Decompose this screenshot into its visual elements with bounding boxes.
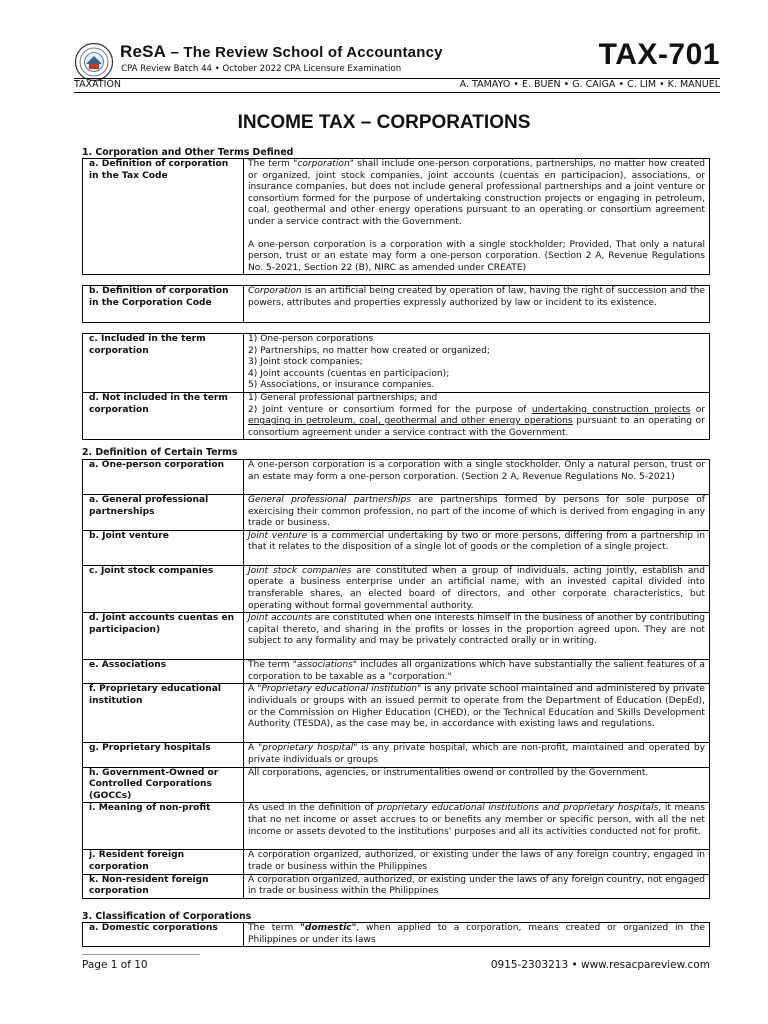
- row-key: [83, 684, 244, 743]
- table-row: [83, 286, 710, 323]
- key-text: Proprietary hospitals: [102, 743, 211, 754]
- table-row: [83, 923, 710, 947]
- key-text: Joint stock companies: [101, 565, 214, 576]
- header-rule-bottom: [74, 92, 720, 93]
- term-italic: "corporation": [293, 159, 354, 169]
- section-3-heading: 3. Classification of Corporations: [82, 911, 252, 922]
- term-italic: "proprietary hospital": [258, 743, 358, 754]
- row-key: [83, 565, 244, 612]
- row-value: [244, 660, 710, 684]
- key-text: General professional partnerships: [89, 495, 209, 517]
- key-letter: e.: [89, 660, 99, 671]
- text-segment: or: [690, 404, 706, 415]
- row-value: [244, 530, 710, 565]
- row-key: [83, 393, 244, 440]
- key-text: Associations: [101, 660, 167, 671]
- row-key: [83, 767, 244, 803]
- underlined-text: engaging in petroleum, coal, geothermal and other energy operations: [248, 416, 573, 427]
- key-letter: a.: [89, 495, 99, 505]
- text-segment: are constituted when one interests himself in the business of another by contributing capital thereto, and sharing in the profits or losses in the proportion agreed upon. They are not subject to any formality and may be privately contracted orally or in writing.: [248, 613, 705, 647]
- table-1cd: [82, 333, 710, 440]
- row-key: [83, 530, 244, 565]
- text-segment: is any private school maintained and administered by private individuals or groups with an issued permit to operate from the Department of Education (DepEd), or the Commission on Higher Education (CHED), or the Technical Education and Skills Development Authority (TESDA), as the case may be, in accordance with existing laws and regulations.: [248, 684, 705, 730]
- list-item: [248, 405, 705, 440]
- row-key: [83, 874, 244, 898]
- text-segment: As used in the definition of: [248, 803, 377, 814]
- row-key: [83, 803, 244, 850]
- text-segment: is a commercial undertaking by two or more persons, differing from a partnership in that it relates to the disposition of a single lot of goods or the completion of a single project.: [248, 530, 705, 553]
- row-value: [244, 684, 710, 743]
- key-text: Included in the term corporation: [89, 334, 206, 356]
- text-segment: The term: [248, 159, 294, 169]
- key-text: Resident foreign corporation: [89, 850, 185, 872]
- footer-rule: [82, 954, 200, 955]
- text-segment: A: [248, 743, 259, 754]
- table-row: [83, 159, 710, 275]
- key-text: Definition of corporation in the Tax Code: [89, 159, 229, 181]
- table-row: [83, 803, 710, 850]
- table-row: [83, 613, 710, 660]
- page-title: INCOME TAX – CORPORATIONS: [237, 112, 531, 133]
- row-key: [83, 159, 244, 275]
- row-key: [83, 286, 244, 323]
- text-segment: , it means that no net income or asset accrues to or benefits any member or specific person, with all the net income or assets devoted to the institutions' purposes and all its activities conducted not for profit.: [248, 803, 705, 837]
- row-value: A corporation organized, authorized, or existing under the laws of any foreign country, not engaged in trade or business within the Philippines: [244, 874, 710, 898]
- table-row: [83, 334, 710, 393]
- school-name-text: – The Review School of Accountancy: [166, 44, 443, 61]
- page-number: Page 1 of 10: [82, 959, 148, 971]
- row-value: [244, 803, 710, 850]
- term-italic: General professional partnerships: [248, 495, 412, 505]
- key-text: Definition of corporation in the Corporation Code: [89, 286, 229, 308]
- row-key: [83, 334, 244, 393]
- key-letter: c.: [89, 565, 98, 576]
- key-letter: g.: [89, 743, 99, 754]
- key-letter: a.: [89, 460, 99, 470]
- row-key: [83, 460, 244, 495]
- key-letter: b.: [89, 286, 99, 296]
- row-key: [83, 923, 244, 947]
- text-segment: is an artificial being created by operation of law, having the right of succession and the powers, attributes and properties expressly authorized by law or incident to its existence.: [248, 286, 705, 308]
- key-letter: j.: [89, 850, 96, 861]
- term-italic: "domestic": [300, 923, 357, 933]
- table-row: [83, 393, 710, 440]
- row-value: [244, 286, 710, 323]
- table-row: [83, 565, 710, 612]
- footer-contact: 0915-2303213 • www.resacpareview.com: [490, 959, 710, 971]
- key-text: Domestic corporations: [101, 923, 218, 933]
- text-segment: A: [248, 684, 258, 695]
- course-code: TAX-701: [598, 38, 720, 71]
- key-letter: k.: [89, 874, 99, 885]
- school-name: [120, 42, 443, 62]
- authors-label: A. TAMAYO • E. BUEN • G. CAIGA • C. LIM • K. MANUEL: [459, 79, 720, 90]
- text-segment: are constituted when a group of individuals, acting jointly, establish and operate a business enterprise under an artificial name, with an invested capital divided into transferable shares, an elected board of directors, and other corporate characteristics, but operating without formal governmental authority.: [248, 565, 706, 611]
- row-value: [244, 159, 710, 275]
- row-value: [244, 495, 710, 531]
- text-segment: shall include one-person corporations, partnerships, no matter how created or organized, joint stock companies, joint accounts (cuentas en participacion), associations, or insurance companies, but does not include general professional partnerships and a joint venture or consortium formed for the purpose of undertaking construction projects or engaging in petroleum, coal, geothermal and other energy operations pursuant to an operating or consortium agreement under a service contract with the Government.: [248, 159, 706, 227]
- list-item: 1) General professional partnerships; and: [248, 393, 438, 403]
- term-italic: Corporation: [248, 286, 302, 296]
- key-letter: d.: [89, 613, 99, 624]
- table-3: [82, 922, 710, 947]
- text-segment: is any private hospital, which are non-profit, maintained and operated by private individuals or groups: [248, 743, 705, 765]
- subject-label: TAXATION: [74, 79, 122, 90]
- row-value: [244, 743, 710, 767]
- page-header: [74, 38, 720, 96]
- key-text: Government-Owned or Controlled Corporations (GOCCs): [89, 767, 219, 801]
- key-letter: f.: [89, 684, 96, 695]
- text-segment: The term: [248, 923, 301, 933]
- text-segment: 2) Joint venture or consortium formed for the purpose of: [248, 404, 532, 415]
- list-item: 2) Partnerships, no matter how created or organized;: [248, 345, 490, 356]
- row-key: [83, 660, 244, 684]
- key-letter: h.: [89, 767, 99, 778]
- text-segment: , when applied to a corporation, means created or organized in the Philippines or under its laws: [248, 923, 705, 945]
- section-1-heading: 1. Corporation and Other Terms Defined: [82, 147, 294, 158]
- table-row: [83, 850, 710, 874]
- table-row: [83, 495, 710, 531]
- row-value: A corporation organized, authorized, or existing under the laws of any foreign country, engaged in trade or business within the Philippines: [244, 850, 710, 874]
- text-segment: The term: [248, 660, 293, 671]
- paragraph-1: [248, 159, 705, 229]
- term-italic: Joint venture: [248, 530, 308, 541]
- row-key: [83, 743, 244, 767]
- row-value: All corporations, agencies, or instrumentalities owend or controlled by the Government.: [244, 767, 710, 803]
- table-row: [83, 874, 710, 898]
- term-italic: "associations": [292, 660, 358, 671]
- key-letter: a.: [89, 923, 99, 933]
- key-letter: i.: [89, 803, 96, 814]
- key-letter: b.: [89, 530, 99, 541]
- list-item: 3) Joint stock companies;: [248, 357, 363, 368]
- text-segment: are partnerships formed by persons for sole purpose of exercising their common profession, no part of the income of which is derived from engaging in any trade or business.: [248, 495, 705, 529]
- section-2-heading: 2. Definition of Certain Terms: [82, 447, 238, 458]
- term-italic: Joint accounts: [248, 613, 313, 624]
- key-text: Joint accounts cuentas en participacion): [89, 613, 235, 635]
- row-value: [244, 613, 710, 660]
- table-1b: [82, 285, 710, 323]
- spacer: [248, 229, 705, 240]
- key-text: Not included in the term corporation: [89, 393, 228, 415]
- row-key: [83, 495, 244, 531]
- paragraph-2: A one-person corporation is a corporation with a single stockholder; Provided, That only a natural person, trust or an estate may form a one-person corporation. (Section 2 A, Revenue Regulations No. 5-2021, Section 22 (B), NIRC as amended under CREATE): [248, 239, 705, 273]
- text-segment: pursuant to an operating or consortium agreement under a service contract with the Government.: [248, 416, 705, 438]
- table-2: [82, 459, 710, 899]
- term-italic: "Proprietary educational institution": [257, 684, 422, 695]
- row-value: [244, 334, 710, 393]
- table-row: [83, 767, 710, 803]
- school-brand: ReSA: [120, 42, 167, 61]
- table-row: [83, 460, 710, 495]
- table-row: [83, 743, 710, 767]
- list-item: 1) One-person corporations: [248, 334, 374, 344]
- key-text: Proprietary educational institution: [89, 684, 221, 706]
- text-segment: includes all organizations which have substantially the salient features of a corporation to be taxable as a "corporation.": [248, 660, 705, 682]
- row-key: [83, 613, 244, 660]
- table-1a: [82, 158, 710, 275]
- key-letter: a.: [89, 159, 99, 169]
- key-letter: c.: [89, 334, 98, 344]
- key-text: Non-resident foreign corporation: [89, 874, 209, 897]
- row-value: [244, 393, 710, 440]
- row-value: [244, 565, 710, 612]
- resa-logo-icon: [74, 42, 114, 82]
- list-item: 5) Associations, or insurance companies.: [248, 380, 435, 391]
- key-text: One-person corporation: [101, 460, 225, 470]
- table-row: [83, 684, 710, 743]
- key-text: Joint venture: [102, 530, 169, 541]
- batch-line: CPA Review Batch 44 • October 2022 CPA Licensure Examination: [121, 64, 402, 74]
- row-value: [244, 923, 710, 947]
- table-row: [83, 530, 710, 565]
- table-row: [83, 660, 710, 684]
- row-key: [83, 850, 244, 874]
- underlined-text: undertaking construction projects: [531, 404, 691, 415]
- term-italic: proprietary educational institutions and proprietary hospitals: [376, 803, 659, 814]
- term-italic: Joint stock companies: [248, 565, 352, 576]
- key-text: Meaning of non-profit: [98, 803, 211, 814]
- list-item: 4) Joint accounts (cuentas en participacion);: [248, 368, 450, 379]
- key-letter: d.: [89, 393, 99, 403]
- row-value: A one-person corporation is a corporation with a single stockholder. Only a natural person, trust or an estate may form a one-person corporation. (Section 2 A, Revenue Regulations No. 5-2021): [244, 460, 710, 495]
